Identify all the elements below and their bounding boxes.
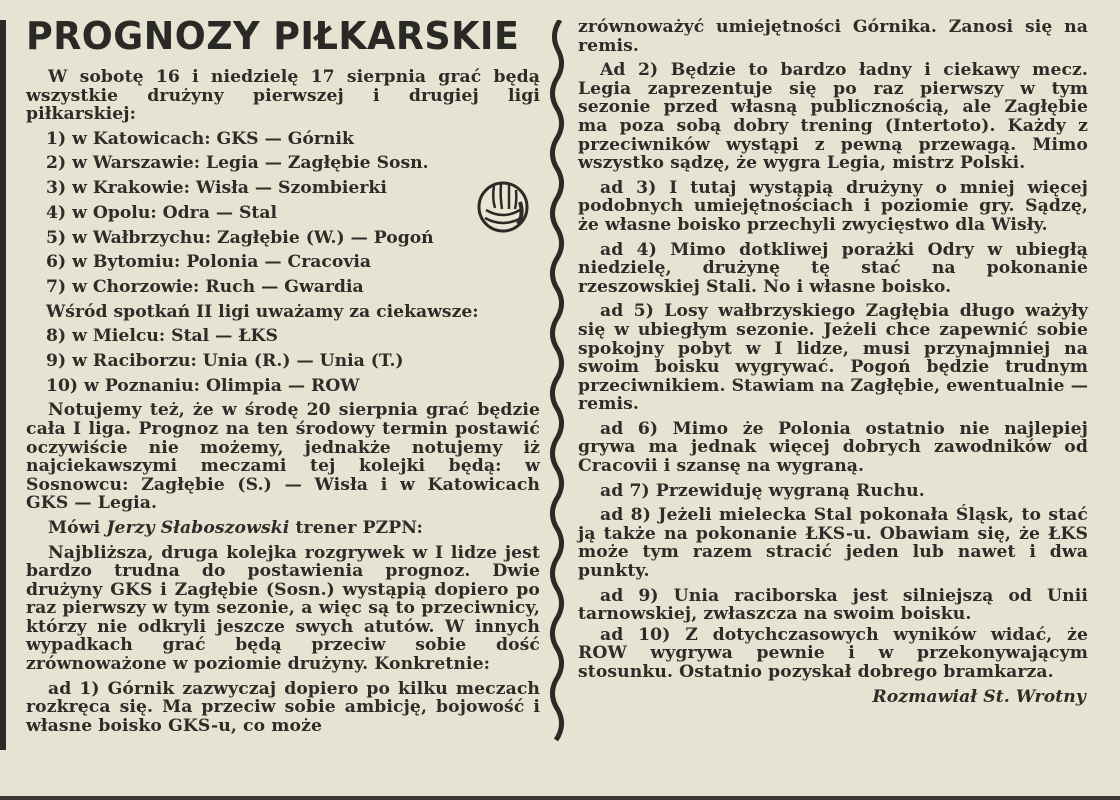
match-number: 9) [46, 350, 67, 371]
match-number: 3) [46, 178, 67, 199]
match-item [26, 327, 540, 347]
match-text: w Wałbrzychu: Zagłębie (W.) — Pogoń [72, 227, 434, 248]
prediction-text: Będzie to bardzo ładny i ciekawy mecz. Legia zaprezentuje się po raz pierwszy w tym sezonie przed własną publicznością, ale Zagłębie ma poza sobą dobry trening (Intertoto). Każdy z przeciwników wystąpi z pewną przewagą. Mimo wszystko sądzę, że wygra Legia, mistrz Polski. [578, 60, 1088, 174]
match-number: 5) [46, 227, 67, 248]
match-text: w Bytomiu: Polonia — Cracovia [72, 252, 372, 273]
prediction-ad1-part1 [26, 680, 540, 736]
match-text: w Poznaniu: Olimpia — ROW [84, 375, 360, 396]
prediction-label: ad 7) [600, 480, 650, 501]
prediction-label: ad 1) [48, 678, 100, 699]
match-text: w Katowicach: GKS — Górnik [72, 128, 354, 149]
right-column [578, 18, 1088, 706]
second-league-match-list [26, 327, 540, 396]
prediction-text: Z dotychczasowych wyników widać, że ROW wygrywa pewnie i w przekonywającym stosunku. Ostatnio pozyskał dobrego bramkarza. [578, 624, 1089, 682]
speaker-prefix: Mówi [48, 517, 101, 538]
match-number: 6) [46, 252, 67, 273]
match-item [26, 154, 540, 174]
prediction-ad5 [578, 302, 1088, 414]
prediction-ad7 [578, 482, 1088, 501]
prediction-text: Mimo dotkliwej porażki Odry w ubiegłą niedzielę, drużynę tę stać na pokonanie rzeszowskiej Stali. No i własne boisko. [578, 239, 1088, 297]
prediction-ad8 [578, 506, 1088, 580]
match-text: w Raciborzu: Unia (R.) — Unia (T.) [72, 350, 404, 371]
match-number: 10) [46, 375, 79, 396]
speaker-line [26, 519, 540, 538]
prediction-ad2 [578, 61, 1088, 173]
match-item [26, 229, 540, 249]
match-text: w Chorzowie: Ruch — Gwardia [72, 276, 364, 297]
match-item [26, 130, 540, 150]
prediction-ad10 [578, 626, 1088, 682]
match-text: w Opolu: Odra — Stal [72, 202, 278, 223]
prediction-ad4 [578, 241, 1088, 297]
match-item [26, 352, 540, 372]
prediction-label: Ad 2) [600, 60, 659, 81]
prediction-label: ad 8) [600, 505, 651, 526]
wednesday-note-paragraph: Notujemy też, że w środę 20 sierpnia grać będzie cała I liga. Prognoz na ten środowy termin postawić oczywiście nie możemy, jednakże notujemy iż najciekawszymi meczami tej kolejki będą: w Sosnowcu: Zagłębie (S.) — Wisła i w Katowicach GKS — Legia. [26, 400, 540, 514]
left-column [26, 14, 540, 741]
speaker-suffix: trener PZPN: [295, 517, 423, 538]
prediction-text: Górnik zazwyczaj dopiero po kilku meczach rozkręca się. Ma przeciw sobie ambicję, bojowość i własne boisko GKS-u, co może [26, 678, 541, 736]
page-bottom-edge [0, 796, 1120, 800]
author-signature: Rozmawiał St. Wrotny [872, 686, 1086, 707]
match-number: 1) [46, 128, 67, 149]
match-item [26, 377, 540, 397]
prediction-text: Unia raciborska jest silniejszą od Unii tarnowskiej, zwłaszcza na swoim boisku. [578, 585, 1088, 625]
match-number: 4) [46, 202, 67, 223]
match-item [26, 204, 540, 224]
coach-intro-paragraph: Najbliższa, druga kolejka rozgrywek w I lidze jest bardzo trudna do postawienia prognoz. Dwie drużyny GKS i Zagłębie (Sosn.) wystąpią dopiero po raz pierwszy w tym sezonie, a więc są to przeciwnicy, którzy nie odkryli jeszcze swych atutów. W innych wypadkach grać będą przeciw sobie dość zrównoważone w poziomie drużyny. Konkretnie: [26, 542, 540, 675]
prediction-ad3 [578, 179, 1088, 235]
second-league-heading: Wśród spotkań II ligi uważamy za ciekawsze: [46, 301, 479, 322]
prediction-text: Przewiduję wygraną Ruchu. [655, 480, 925, 501]
match-number: 8) [46, 326, 67, 347]
prediction-text: Mimo że Polonia ostatnio nie najlepiej grywa ma jednak więcej dobrych zawodników od Cracovii i szansę na wygraną. [578, 418, 1088, 477]
speaker-name: Jerzy Słaboszowski [106, 517, 290, 538]
prediction-text: Jeżeli mielecka Stal pokonała Śląsk, to stać ją także na pokonanie ŁKS-u. Obawiam się, że ŁKS może tym razem stracić jeden lub nawet i dwa punkty. [578, 505, 1088, 582]
prediction-label: ad 10) [600, 624, 671, 645]
match-item [26, 278, 540, 298]
article-title: PROGNOZY PIŁKARSKIE [26, 14, 520, 58]
prediction-text: I tutaj wystąpią drużyny o mniej więcej podobnych umiejętnościach i poziomie gry. Sądzę, że własne boisko przechyli zwycięstwo dla Wisły. [578, 177, 1088, 235]
prediction-label: ad 9) [600, 585, 659, 606]
match-item [26, 253, 540, 273]
prediction-ad6 [578, 420, 1088, 476]
prediction-text: Losy wałbrzyskiego Zagłębia długo ważyły się w ubiegłym sezonie. Jeżeli chce zapewnić sobie spokojny pobyt w I lidze, musi przynajmniej na swoim boisku wygrywać. Pogoń będzie trudnym przeciwnikiem. Stawiam na Zagłębie, ewentualnie — remis. [578, 301, 1088, 415]
football-ball-icon [476, 180, 530, 234]
prediction-label: ad 4) [600, 239, 657, 260]
match-text: w Mielcu: Stal — ŁKS [72, 326, 278, 347]
match-text: w Krakowie: Wisła — Szombierki [72, 178, 387, 199]
match-number: 7) [46, 276, 67, 297]
match-item [26, 179, 540, 199]
prediction-label: ad 5) [600, 301, 654, 322]
column-divider [544, 20, 572, 750]
match-text: w Warszawie: Legia — Zagłębie Sosn. [72, 153, 429, 174]
prediction-ad9 [578, 587, 1088, 624]
intro-paragraph: W sobotę 16 i niedzielę 17 sierpnia grać będą wszystkie drużyny pierwszej i drugiej ligi piłkarskiej: [26, 67, 540, 125]
prediction-label: ad 3) [600, 177, 657, 198]
prediction-label: ad 6) [600, 418, 659, 439]
left-border-bar [0, 20, 6, 750]
prediction-ad1-part2: zrównoważyć umiejętności Górnika. Zanosi się na remis. [578, 17, 1088, 56]
first-league-match-list [26, 130, 540, 298]
match-number: 2) [46, 153, 67, 174]
